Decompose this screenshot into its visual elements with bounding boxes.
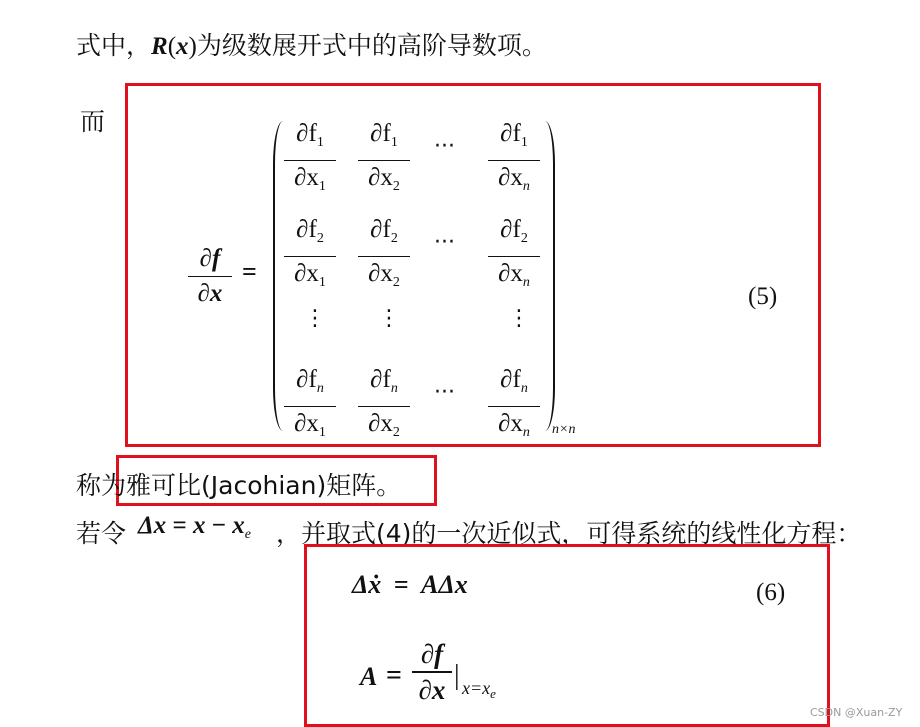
entry-bar — [358, 256, 410, 257]
entry-den-sub: 1 — [318, 425, 326, 440]
delta-x-dot: Δẋ — [352, 570, 382, 599]
entry-num: ∂f — [500, 366, 521, 393]
entry-num-sub: 1 — [316, 135, 324, 150]
vdots: ⋮ — [304, 306, 326, 331]
entry-den: ∂x — [498, 410, 523, 437]
matrix-entry — [284, 120, 336, 201]
entry-den-sub: n — [522, 275, 530, 290]
hdots: ··· — [434, 380, 455, 405]
entry-num: ∂f — [296, 120, 317, 147]
matrix-right-bracket — [545, 121, 555, 431]
entry-num: ∂f — [370, 216, 391, 243]
equation-number-5: (5) — [748, 283, 778, 310]
entry-den: ∂x — [498, 164, 523, 191]
evaluation-subscript — [462, 678, 496, 702]
entry-num-sub: n — [520, 381, 528, 396]
a-numerator: ∂f — [420, 639, 444, 669]
matrix-entry — [488, 366, 540, 447]
entry-bar — [284, 256, 336, 257]
matrix-entry — [284, 216, 336, 297]
eval-sub-main: x=x — [462, 678, 491, 698]
paren-close: ) — [188, 33, 197, 60]
intro-suffix: 为级数展开式中的高阶导数项。 — [196, 31, 547, 60]
matrix-entry — [488, 216, 540, 297]
watermark: CSDN @Xuan-ZY — [810, 706, 903, 719]
intro-prefix: 式中， — [76, 31, 152, 60]
a-equals: = — [386, 660, 402, 691]
entry-num: ∂f — [370, 120, 391, 147]
lhs-numerator: ∂f — [199, 245, 221, 272]
entry-num-sub: n — [390, 381, 398, 396]
matrix-entry — [358, 120, 410, 201]
eval-sub-e: e — [490, 686, 496, 701]
jacobian-lhs-fraction — [188, 245, 232, 308]
entry-num-sub: n — [316, 381, 324, 396]
eq6-equals: = — [393, 570, 409, 599]
entry-bar — [358, 406, 410, 407]
paren-open: ( — [167, 33, 177, 60]
entry-den: ∂x — [368, 260, 393, 287]
entry-bar — [488, 160, 540, 161]
vdots: ⋮ — [378, 306, 400, 331]
entry-num: ∂f — [370, 366, 391, 393]
matrix-entry — [488, 120, 540, 201]
entry-den: ∂x — [294, 260, 319, 287]
entry-den: ∂x — [294, 164, 319, 191]
entry-num: ∂f — [296, 216, 317, 243]
entry-bar — [358, 160, 410, 161]
entry-den-sub: 1 — [318, 275, 326, 290]
x-var: x — [192, 512, 206, 539]
entry-num-sub: 1 — [390, 135, 398, 150]
intro-line — [76, 26, 547, 62]
entry-bar — [284, 160, 336, 161]
x-e-var: x — [232, 512, 245, 539]
entry-bar — [488, 406, 540, 407]
let-equals: = — [172, 512, 187, 539]
hdots: ··· — [434, 230, 455, 255]
hdots: ··· — [434, 134, 455, 159]
entry-bar — [284, 406, 336, 407]
entry-num: ∂f — [296, 366, 317, 393]
entry-den-sub: n — [522, 179, 530, 194]
remainder-symbol: R — [151, 33, 168, 60]
entry-num: ∂f — [500, 120, 521, 147]
entry-num-sub: 2 — [520, 231, 528, 246]
entry-num: ∂f — [500, 216, 521, 243]
a-symbol: A — [360, 662, 378, 691]
a-delta-x: AΔx — [421, 570, 468, 599]
matrix-entry — [358, 366, 410, 447]
entry-den-sub: n — [522, 425, 530, 440]
e-subscript: e — [244, 527, 251, 542]
entry-num-sub: 2 — [390, 231, 398, 246]
a-fraction-bar — [412, 671, 452, 673]
entry-den: ∂x — [498, 260, 523, 287]
minus-sign: − — [211, 512, 226, 539]
matrix-entry — [358, 216, 410, 297]
x-symbol: x — [176, 33, 189, 60]
matrix-left-bracket — [273, 121, 283, 431]
entry-den-sub: 2 — [392, 179, 400, 194]
delta-x: Δx — [138, 512, 167, 539]
equals-sign: = — [242, 257, 257, 286]
jacobian-line: 称为雅可比(Jacohian)矩阵。 — [76, 471, 402, 500]
matrix-size-subscript: n×n — [552, 422, 576, 437]
a-fraction — [412, 640, 452, 704]
lhs-fraction-bar — [188, 276, 232, 277]
lhs-denominator: ∂x — [197, 280, 223, 307]
let-formula — [138, 512, 251, 543]
eq6-line — [352, 570, 468, 600]
vdots: ⋮ — [508, 306, 530, 331]
let-line-prefix: 若令 — [76, 519, 127, 548]
entry-den-sub: 2 — [392, 275, 400, 290]
entry-den: ∂x — [368, 410, 393, 437]
entry-num-sub: 1 — [520, 135, 528, 150]
entry-den: ∂x — [294, 410, 319, 437]
matrix-entry — [284, 366, 336, 447]
entry-den-sub: 1 — [318, 179, 326, 194]
er-label: 而 — [80, 107, 106, 136]
evaluation-bar: | — [454, 660, 460, 691]
entry-den-sub: 2 — [392, 425, 400, 440]
entry-num-sub: 2 — [316, 231, 324, 246]
equation-number-6: (6) — [756, 579, 786, 606]
let-line-suffix: ，并取式(4)的一次近似式，可得系统的线性化方程： — [276, 519, 862, 548]
entry-bar — [488, 256, 540, 257]
entry-den: ∂x — [368, 164, 393, 191]
a-denominator: ∂x — [418, 675, 446, 705]
